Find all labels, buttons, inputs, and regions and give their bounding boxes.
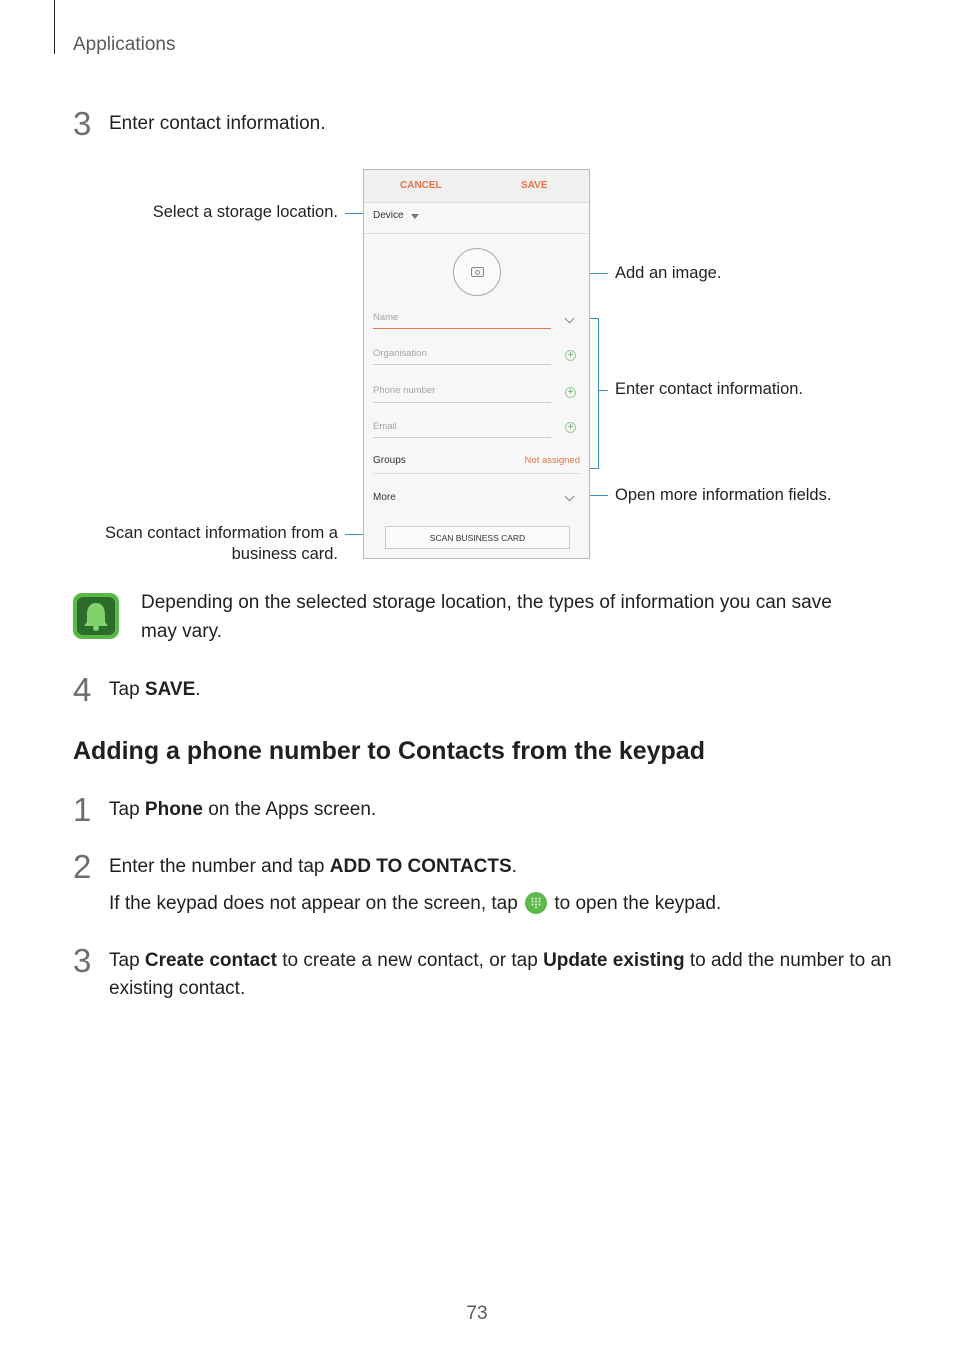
callout-image: Add an image. [615, 264, 722, 282]
phone-number-underline [373, 402, 551, 403]
add-image-button[interactable] [453, 248, 501, 296]
step-number: 3 [73, 942, 92, 979]
step-subtext: If the keypad does not appear on the screen, tap to open the keypad. [109, 893, 722, 914]
scan-business-card-button[interactable]: SCAN BUSINESS CARD [385, 526, 570, 549]
keypad-icon [525, 892, 547, 914]
callout-contact-info: Enter contact information. [615, 380, 804, 398]
note-bell-icon [73, 593, 119, 639]
add-field-icon[interactable]: + [565, 387, 576, 398]
groups-divider [373, 473, 581, 474]
step-number: 2 [73, 848, 92, 885]
step-text: Enter the number and tap ADD TO CONTACTS. [109, 856, 517, 877]
groups-label[interactable]: Groups [373, 455, 406, 466]
cancel-button[interactable]: CANCEL [400, 180, 442, 191]
step-number: 4 [73, 671, 92, 708]
name-field[interactable]: Name [373, 312, 399, 323]
step-number: 1 [73, 791, 92, 828]
email-underline [373, 437, 551, 438]
callout-scan: Scan contact information from a business card. [105, 524, 338, 563]
action-bar [364, 170, 589, 203]
groups-value[interactable]: Not assigned [524, 455, 580, 466]
step-number: 3 [73, 105, 92, 142]
camera-icon [471, 267, 484, 277]
organisation-underline [373, 364, 551, 365]
add-field-icon[interactable]: + [565, 350, 576, 361]
name-underline [373, 328, 551, 329]
section-title: Applications [73, 34, 176, 55]
step-text: Tap SAVE. [109, 679, 201, 700]
step-text: Enter contact information. [109, 113, 326, 134]
phone-number-field[interactable]: Phone number [373, 385, 436, 396]
chevron-down-icon[interactable] [565, 492, 575, 502]
section-heading: Adding a phone number to Contacts from the keypad [73, 737, 705, 765]
add-field-icon[interactable]: + [565, 422, 576, 433]
callout-storage: Select a storage location. [152, 203, 338, 221]
callout-more: Open more information fields. [615, 486, 832, 504]
organisation-field[interactable]: Organisation [373, 348, 427, 359]
page-number: 73 [466, 1303, 488, 1324]
header-rule [54, 0, 55, 54]
callout-bracket [598, 318, 599, 468]
callout-line-contact [599, 390, 608, 391]
more-label[interactable]: More [373, 492, 396, 503]
storage-selector[interactable] [364, 202, 589, 234]
phone-screenshot [363, 169, 590, 559]
email-field[interactable]: Email [373, 421, 397, 432]
step-text: Tap Phone on the Apps screen. [109, 799, 377, 820]
chevron-down-icon[interactable] [565, 314, 575, 324]
storage-label: Device [373, 210, 404, 221]
dropdown-arrow-icon [411, 214, 419, 219]
note-text: Depending on the selected storage location, the types of information you can save may vary. [141, 592, 832, 642]
step-text: Tap Create contact to create a new contact, or tap Update existing to add the number to an existing contact. [109, 950, 892, 999]
save-button[interactable]: SAVE [521, 180, 548, 191]
